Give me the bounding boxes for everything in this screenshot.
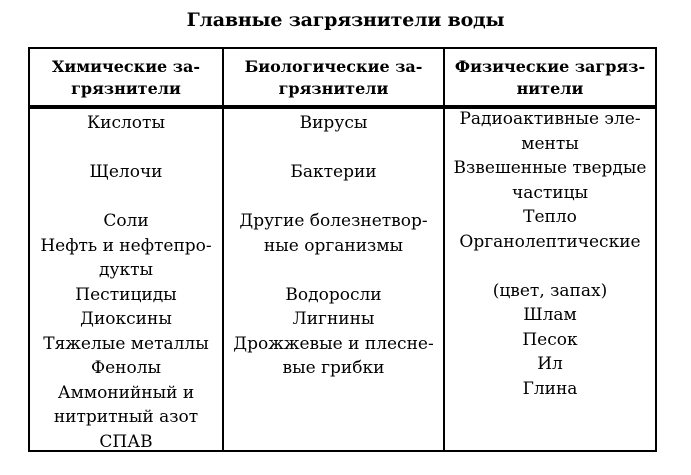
list-item: Вирусы: [299, 113, 368, 133]
header-chemical: [30, 56, 222, 100]
pollutants-table: [28, 47, 657, 452]
list-item: Водоросли: [285, 284, 382, 305]
list-item: Аммонийный и нитритный азот: [53, 382, 199, 427]
list-item: Ил: [537, 354, 563, 374]
list-item: Соли: [103, 211, 149, 231]
header-physical: [445, 56, 655, 100]
list-item: СПАВ: [99, 431, 153, 452]
column-biological: [224, 111, 443, 381]
list-item: Тепло: [523, 207, 577, 227]
header-physical-label: Физические загряз- нители: [454, 57, 646, 98]
list-item: Тяжелые металлы: [43, 333, 209, 354]
list-item: Взвешенные твердые частицы: [453, 158, 647, 203]
list-item: Нефть и нефтепро- дукты: [40, 235, 212, 280]
list-item: Шлам: [523, 305, 577, 325]
list-item: Бактерии: [290, 162, 377, 182]
table-title: Главные загрязнители воды: [186, 9, 505, 31]
spacer: [224, 185, 443, 210]
list-item: Радиоактивные эле- менты: [459, 109, 641, 154]
spacer: [445, 254, 655, 279]
spacer: [224, 136, 443, 161]
spacer: [30, 136, 222, 161]
spacer: [224, 258, 443, 283]
list-item: Глина: [522, 378, 578, 399]
column-physical: [445, 107, 655, 401]
list-item: Лигнины: [292, 309, 375, 329]
list-item: Диоксины: [80, 309, 172, 329]
list-item: Другие болезнетвор- ные организмы: [239, 211, 428, 256]
list-item: Органолептические: [459, 231, 641, 252]
header-biological-label: Биологические за- грязнители: [244, 57, 423, 98]
list-item: Кислоты: [87, 113, 165, 133]
list-item: (цвет, запах): [492, 280, 608, 301]
list-item: Щелочи: [89, 162, 163, 182]
list-item: Пестициды: [75, 284, 177, 305]
list-item: Фенолы: [90, 358, 162, 378]
header-biological: [224, 56, 443, 100]
spacer: [30, 185, 222, 210]
list-item: Дрожжевые и плесне- вые грибки: [233, 333, 434, 378]
header-chemical-label: Химические за- грязнители: [51, 57, 201, 98]
list-item: Песок: [522, 329, 578, 350]
column-chemical: [30, 111, 222, 454]
